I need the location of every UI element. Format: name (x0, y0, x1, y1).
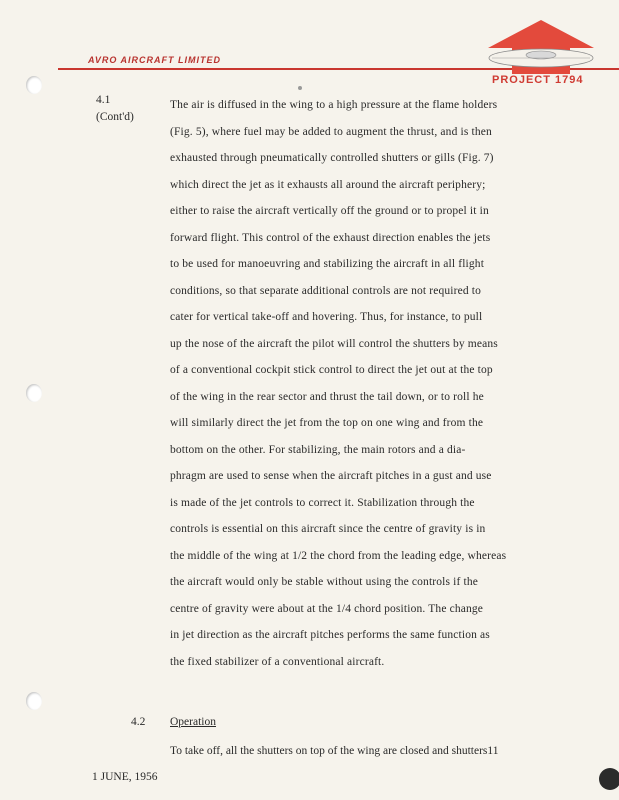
text-line: of the wing in the rear sector and thrust the tail down, or to roll he (170, 390, 484, 403)
text-line: (Fig. 5), where fuel may be added to augment the thrust, and is then (170, 125, 492, 138)
text-line: which direct the jet as it exhausts all around the aircraft periphery; (170, 178, 486, 191)
text-line: centre of gravity were about at the 1/4 chord position. The change (170, 602, 484, 615)
paper-speck (298, 86, 302, 90)
text-line: the aircraft would only be stable without using the controls if the (170, 576, 479, 588)
corner-dot (599, 768, 619, 790)
text-line: forward flight. This control of the exhaust direction enables the jets (170, 231, 491, 244)
text-line: exhausted through pneumatically controlled shutters or gills (Fig. 7) (170, 152, 494, 164)
text-line: either to raise the aircraft vertically off the ground or to propel it in (170, 205, 489, 217)
text-line: will similarly direct the jet from the top on one wing and from the (170, 417, 484, 429)
text-line: cater for vertical take-off and hovering. Thus, for instance, to pull (170, 311, 483, 323)
text-line: is made of the jet controls to correct it. Stabilization through the (170, 496, 475, 509)
text-line: the fixed stabilizer of a conventional aircraft. (170, 655, 385, 668)
binder-hole (26, 692, 42, 710)
text-line: to be used for manoeuvring and stabilizing the aircraft in all flight (170, 258, 485, 270)
section-body (170, 92, 605, 675)
binder-hole (26, 384, 42, 402)
section-number: 4.2 (131, 716, 146, 728)
text-line: up the nose of the aircraft the pilot will control the shutters by means (170, 337, 498, 350)
text-line: of a conventional cockpit stick control to direct the jet out at the top (170, 364, 493, 376)
text-line: conditions, so that separate additional controls are not required to (170, 284, 482, 297)
text-line: the middle of the wing at 1/2 the chord from the leading edge, whereas (170, 549, 507, 562)
text-line: The air is diffused in the wing to a high pressure at the flame holders (170, 99, 498, 111)
document-date: 1 JUNE, 1956 (92, 771, 158, 783)
text-line: phragm are used to sense when the aircraft pitches in a gust and use (170, 470, 492, 482)
page-number: 11 (487, 745, 499, 757)
text-line: To take off, all the shutters on top of the wing are closed and shutters11 (170, 745, 499, 757)
section-continued-note: (Cont'd) (96, 111, 134, 123)
text-line: in jet direction as the aircraft pitches performs the same function as (170, 629, 490, 641)
section-number: 4.1 (Cont'd) (96, 92, 134, 126)
text-line: controls is essential on this aircraft since the centre of gravity is in (170, 523, 486, 535)
arrow-saucer-logo-icon (482, 18, 600, 74)
text-line: bottom on the other. For stabilizing, the main rotors and a dia- (170, 443, 466, 456)
section-title: Operation (170, 716, 216, 728)
company-name: AVRO AIRCRAFT LIMITED (88, 55, 221, 65)
binder-hole (26, 76, 42, 94)
project-label: PROJECT 1794 (492, 74, 584, 86)
